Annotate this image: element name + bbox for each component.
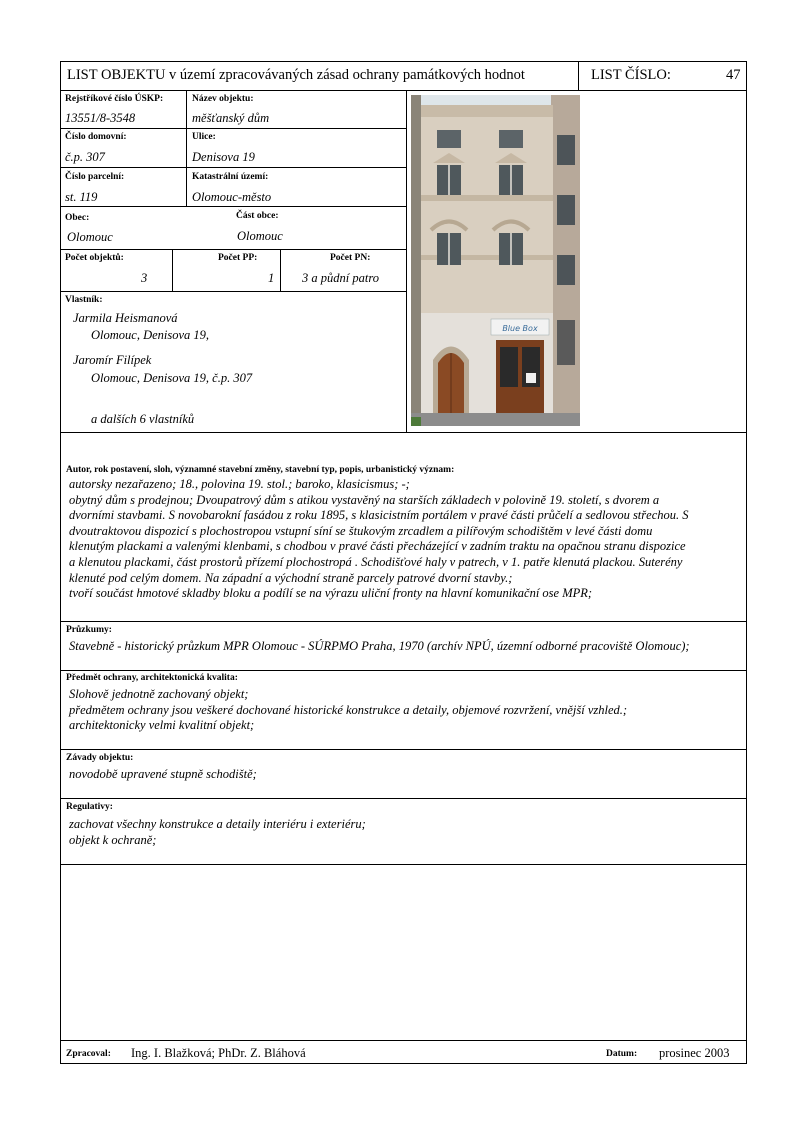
- cislo-domovni-label: Číslo domovní:: [65, 132, 127, 142]
- pocet-objektu-label: Počet objektů:: [65, 253, 124, 263]
- pocet-objektu-value: 3: [141, 271, 148, 285]
- ulice-value: Denisova 19: [192, 150, 255, 164]
- autor-text: autorsky nezařazeno; 18., polovina 19. stol.; baroko, klasicismus; -; obytný dům s prodejnou; Dvoupatrový dům s atikou vystavěný na starších základech v polovině 19. století, s dvorem a dvorními stavbami. S novobarokní fasádou z roku 1895, s klasicistním portálem v pravé části průčelí a sedlovou střechou. S dvoutraktovou dispozicí s plochostropou vstupní síní se štukovým zrcadlem a pilířovým schodištěm v levé části domu klenutým plackami a valenými klenbami, s chodbou v pravé části přecházející v zadním traktu na opačnou stranu dispozice a klenutou plackami, část prostorů přízemí plochostropá . Schodišťové haly v patrech, v 1. patře klenutá plackou. Suterény klenuté pod celým domem. Na západní a východní straně parcely patrové dvorní stavby.; tvoří součást hmotové skladby bloku a podílí se na výrazu uliční fronty na hlavní komunikační ose MPR;: [69, 477, 689, 601]
- datum-label: Datum:: [606, 1049, 638, 1059]
- owner-others: a dalších 6 vlastníků: [91, 412, 195, 426]
- pocet-pn-value: 3 a půdní patro: [302, 271, 379, 285]
- pocet-pp-value: 1: [268, 271, 275, 285]
- list-number-value: 47: [726, 67, 741, 83]
- predmet-label: Předmět ochrany, architektonická kvalita:: [66, 673, 238, 683]
- regulativy-label: Regulativy:: [66, 802, 113, 812]
- owner-address-1: Olomouc, Denisova 19,: [91, 328, 210, 342]
- document-title: LIST OBJEKTU v území zpracovávaných zásad ochrany památkových hodnot: [67, 67, 525, 83]
- cast-obce-label: Část obce:: [236, 211, 279, 221]
- shop-sign: Blue Box: [502, 324, 538, 333]
- pruzkumy-text: Stavebně - historický průzkum MPR Olomouc - SÚRPMO Praha, 1970 (archív NPÚ, územní odborné pracoviště Olomouc);: [69, 639, 690, 653]
- building-photo: [411, 95, 580, 426]
- pocet-pp-label: Počet PP:: [218, 253, 258, 263]
- rejstrik-label: Rejstříkové číslo ÚSKP:: [65, 94, 164, 104]
- list-number-label: LIST ČÍSLO:: [591, 67, 671, 83]
- pruzkumy-label: Průzkumy:: [66, 625, 112, 635]
- owner-name-1: Jarmila Heismanová: [73, 311, 178, 325]
- cislo-parcelni-label: Číslo parcelní:: [65, 172, 125, 182]
- pocet-pn-label: Počet PN:: [330, 253, 371, 263]
- rejstrik-value: 13551/8-3548: [65, 111, 136, 125]
- owner-address-2: Olomouc, Denisova 19, č.p. 307: [91, 371, 253, 385]
- ulice-label: Ulice:: [192, 132, 216, 142]
- autor-label: Autor, rok postavení, sloh, významné stavební změny, stavební typ, popis, urbanistický význam:: [66, 465, 455, 475]
- obec-value: Olomouc: [67, 230, 113, 244]
- katastralni-value: Olomouc-město: [192, 190, 272, 204]
- cislo-parcelni-value: st. 119: [65, 190, 98, 204]
- zavady-text: novodobě upravené stupně schodiště;: [69, 767, 257, 781]
- katastralni-label: Katastrální území:: [192, 172, 269, 182]
- predmet-text: Slohově jednotně zachovaný objekt; předmětem ochrany jsou veškeré dochované historické konstrukce a detaily, objemové rozvržení, vnější vzhled.; architektonicky velmi kvalitní objekt;: [69, 687, 628, 733]
- cislo-domovni-value: č.p. 307: [65, 150, 105, 164]
- owner-name-2: Jaromír Filípek: [73, 353, 152, 367]
- obec-label: Obec:: [65, 213, 90, 223]
- owner-label: Vlastník:: [65, 295, 103, 305]
- nazev-value: měšťanský dům: [192, 111, 270, 125]
- cast-obce-value: Olomouc: [237, 229, 283, 243]
- zavady-label: Závady objektu:: [66, 753, 134, 763]
- zpracoval-label: Zpracoval:: [66, 1049, 111, 1059]
- regulativy-text: zachovat všechny konstrukce a detaily interiéru i exteriéru; objekt k ochraně;: [69, 817, 366, 847]
- nazev-label: Název objektu:: [192, 94, 254, 104]
- zpracoval-value: Ing. I. Blažková; PhDr. Z. Bláhová: [131, 1046, 306, 1060]
- datum-value: prosinec 2003: [659, 1046, 730, 1060]
